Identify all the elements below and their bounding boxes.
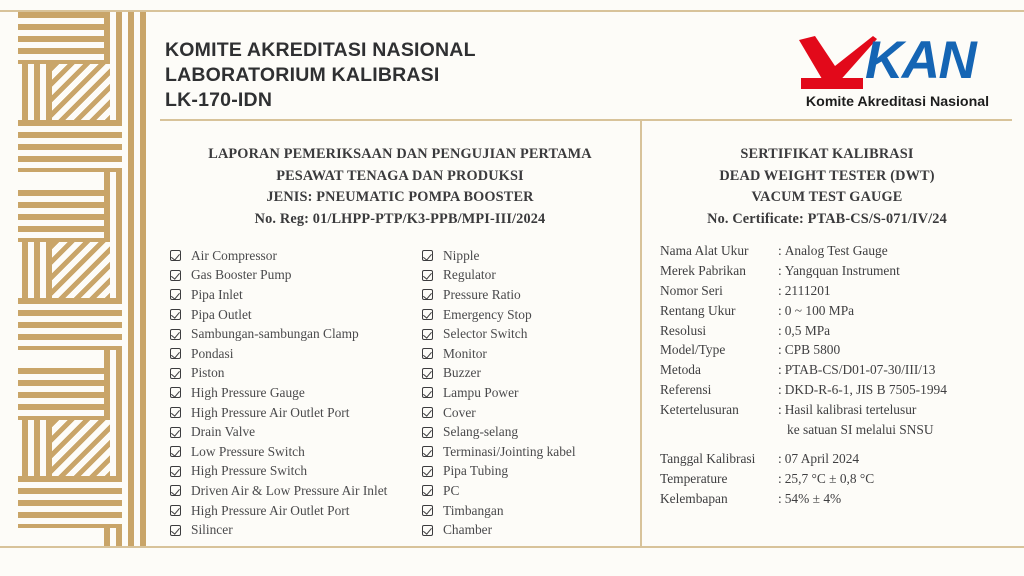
checkbox-checked-icon[interactable] [422, 348, 433, 359]
detail-label: Ketertelusuran [660, 402, 739, 418]
checklist-item-label: Piston [191, 365, 225, 381]
checklist-item[interactable] [170, 481, 422, 501]
checkbox-checked-icon[interactable] [170, 427, 181, 438]
checklist-item[interactable] [422, 422, 630, 442]
checklist-column-1 [160, 246, 422, 540]
checkbox-checked-icon[interactable] [170, 289, 181, 300]
detail-value: : 2111201 [778, 282, 831, 298]
detail-row-continuation [660, 422, 1012, 442]
checkbox-checked-icon[interactable] [422, 270, 433, 281]
detail-value: : DKD-R-6-1, JIS B 7505-1994 [778, 382, 947, 398]
detail-value: : Yangquan Instrument [778, 262, 900, 278]
checklist-item[interactable] [170, 246, 422, 266]
checklist-item[interactable] [422, 285, 630, 305]
checklist-item[interactable] [422, 266, 630, 286]
certificate-number: No. Certificate: PTAB-CS/S-071/IV/24 [707, 210, 947, 227]
certificate-title-line-1: SERTIFIKAT KALIBRASI [740, 146, 914, 162]
checkbox-checked-icon[interactable] [422, 407, 433, 418]
certificate-title-line-3: VACUM TEST GAUGE [751, 189, 903, 205]
checkbox-checked-icon[interactable] [170, 505, 181, 516]
checkbox-checked-icon[interactable] [422, 446, 433, 457]
detail-row [660, 402, 1012, 422]
border-pattern-tile [18, 12, 148, 190]
checkbox-checked-icon[interactable] [170, 446, 181, 457]
checklist-item-label: Sambungan-sambungan Clamp [191, 326, 359, 342]
checkbox-checked-icon[interactable] [170, 485, 181, 496]
report-title-line-3: JENIS: PNEUMATIC POMPA BOOSTER [266, 189, 534, 205]
calibration-certificate-panel [642, 121, 1012, 546]
checklist-column-2 [422, 246, 630, 540]
detail-label: Metoda [660, 362, 701, 378]
calibration-certificate-title [642, 121, 1012, 230]
checklist-item[interactable] [170, 364, 422, 384]
checkbox-checked-icon[interactable] [170, 270, 181, 281]
detail-row [660, 382, 1012, 402]
detail-row [660, 283, 1012, 303]
checklist-item[interactable] [170, 501, 422, 521]
checkbox-checked-icon[interactable] [170, 329, 181, 340]
checkbox-checked-icon[interactable] [422, 525, 433, 536]
bottom-border-rule [0, 546, 1024, 548]
checklist-item-label: Terminasi/Jointing kabel [443, 443, 576, 459]
detail-value: : PTAB-CS/D01-07-30/III/13 [778, 362, 936, 378]
checklist-item-label: Cover [443, 404, 476, 420]
logo-text: KAN [865, 31, 976, 90]
checklist-item-label: Emergency Stop [443, 306, 532, 322]
detail-value: : 25,7 °C ± 0,8 °C [778, 470, 875, 486]
checkbox-checked-icon[interactable] [170, 250, 181, 261]
checklist-item-label: High Pressure Switch [191, 463, 308, 479]
detail-value: : Hasil kalibrasi tertelusur [778, 402, 917, 418]
checkbox-checked-icon[interactable] [422, 368, 433, 379]
kan-logo [787, 31, 1002, 116]
checklist-item[interactable] [422, 403, 630, 423]
certificate-body [160, 121, 1012, 546]
detail-value: : 54% ± 4% [778, 490, 842, 506]
detail-label: Nama Alat Ukur [660, 243, 749, 258]
checkbox-checked-icon[interactable] [422, 427, 433, 438]
checkbox-checked-icon[interactable] [422, 387, 433, 398]
heading-line-3: LK-170-IDN [165, 89, 273, 111]
checkbox-checked-icon[interactable] [170, 525, 181, 536]
inspection-report-title [160, 121, 640, 230]
checklist-item-label: Regulator [443, 267, 496, 283]
report-title-line-2: PESAWAT TENAGA DAN PRODUKSI [276, 167, 524, 184]
detail-row [660, 471, 1012, 491]
checklist-item-label: Monitor [443, 345, 487, 361]
checklist-item[interactable] [170, 266, 422, 286]
checklist-item[interactable] [170, 422, 422, 442]
checkbox-checked-icon[interactable] [170, 407, 181, 418]
detail-label: Referensi [660, 382, 712, 398]
border-pattern-tile [18, 368, 148, 546]
checklist-item[interactable] [422, 501, 630, 521]
checklist-item[interactable] [170, 442, 422, 462]
checklist-item-label: Pondasi [191, 345, 234, 361]
report-title-line-1: LAPORAN PEMERIKSAAN DAN PENGUJIAN PERTAMA [208, 146, 592, 162]
detail-row [660, 323, 1012, 343]
checklist-item-label: Buzzer [443, 365, 481, 381]
detail-label: Temperature [660, 470, 728, 486]
checklist-item[interactable] [422, 246, 630, 266]
detail-value: : CPB 5800 [778, 342, 841, 358]
logo-subtitle: Komite Akreditasi Nasional [805, 94, 990, 110]
decorative-left-border [18, 12, 148, 546]
detail-row [660, 303, 1012, 323]
inspection-checklists [160, 246, 640, 540]
checklist-item[interactable] [422, 344, 630, 364]
detail-row [660, 243, 1012, 263]
certificate-header [160, 12, 1012, 118]
checklist-item[interactable] [170, 520, 422, 540]
checklist-item-label: Selang-selang [443, 424, 519, 440]
checklist-item[interactable] [422, 520, 630, 540]
detail-row [660, 362, 1012, 382]
checkbox-checked-icon[interactable] [422, 466, 433, 477]
checklist-item[interactable] [422, 383, 630, 403]
checklist-item[interactable] [422, 481, 630, 501]
checklist-item[interactable] [170, 383, 422, 403]
detail-label: Resolusi [660, 322, 707, 338]
checkbox-checked-icon[interactable] [422, 485, 433, 496]
detail-row [660, 263, 1012, 283]
checklist-item[interactable] [422, 324, 630, 344]
report-registration-number: No. Reg: 01/LHPP-PTP/K3-PPB/MPI-III/2024 [254, 210, 546, 227]
checklist-item[interactable] [170, 403, 422, 423]
checklist-item-label: High Pressure Air Outlet Port [191, 404, 350, 420]
checklist-item-label: High Pressure Gauge [191, 384, 305, 400]
detail-label: Kelembapan [660, 490, 728, 506]
checkbox-checked-icon[interactable] [422, 505, 433, 516]
logo-underline-bar [801, 78, 863, 89]
checklist-item[interactable] [170, 344, 422, 364]
checklist-item-label: Drain Valve [191, 424, 256, 440]
detail-row [660, 342, 1012, 362]
checklist-item-label: Silincer [191, 522, 233, 538]
checkbox-checked-icon[interactable] [422, 250, 433, 261]
checklist-item-label: Timbangan [443, 502, 504, 518]
checkbox-checked-icon[interactable] [422, 309, 433, 320]
checklist-item-label: PC [443, 482, 460, 498]
checklist-item[interactable] [422, 462, 630, 482]
heading-line-1: KOMITE AKREDITASI NASIONAL [165, 39, 476, 61]
checklist-item[interactable] [422, 305, 630, 325]
checklist-item[interactable] [422, 442, 630, 462]
certificate-content [160, 12, 1012, 546]
heading-line-2: LABORATORIUM KALIBRASI [165, 64, 440, 86]
checklist-item-label: Driven Air & Low Pressure Air Inlet [191, 482, 388, 498]
border-pattern-tile [18, 190, 148, 368]
checklist-item-label: Gas Booster Pump [191, 267, 292, 283]
logo-mark [787, 31, 1002, 92]
checklist-item-label: Pipa Inlet [191, 286, 243, 302]
checklist-item[interactable] [422, 364, 630, 384]
checkbox-checked-icon[interactable] [170, 466, 181, 477]
certificate-title-line-2: DEAD WEIGHT TESTER (DWT) [719, 167, 935, 184]
checklist-item[interactable] [170, 462, 422, 482]
checklist-item-label: Low Pressure Switch [191, 443, 305, 459]
detail-value: : 0 ~ 100 MPa [778, 302, 855, 318]
inspection-report-panel [160, 121, 640, 546]
checklist-item-label: Nipple [443, 247, 480, 263]
checklist-item[interactable] [170, 324, 422, 344]
checklist-item-label: Chamber [443, 522, 493, 538]
detail-value: : Analog Test Gauge [778, 243, 888, 258]
detail-value-continuation: ke satuan SI melalui SNSU [787, 422, 934, 438]
checkbox-checked-icon[interactable] [170, 309, 181, 320]
detail-row [660, 451, 1012, 471]
checkbox-checked-icon[interactable] [422, 289, 433, 300]
checkbox-checked-icon[interactable] [422, 329, 433, 340]
checklist-item-label: Air Compressor [191, 247, 277, 263]
checklist-item[interactable] [170, 305, 422, 325]
checklist-item-label: Pipa Tubing [443, 463, 509, 479]
checklist-item-label: High Pressure Air Outlet Port [191, 502, 350, 518]
checklist-item-label: Pressure Ratio [443, 286, 521, 302]
checklist-item-label: Lampu Power [443, 384, 519, 400]
detail-label: Model/Type [660, 342, 726, 358]
checklist-item-label: Selector Switch [443, 326, 528, 342]
checkbox-checked-icon[interactable] [170, 348, 181, 359]
checklist-item[interactable] [170, 285, 422, 305]
detail-value: : 07 April 2024 [778, 450, 860, 466]
instrument-details-table [642, 243, 1012, 511]
checklist-item-label: Pipa Outlet [191, 306, 252, 322]
checkbox-checked-icon[interactable] [170, 387, 181, 398]
detail-row [660, 491, 1012, 511]
detail-label: Rentang Ukur [660, 302, 736, 318]
detail-label: Tanggal Kalibrasi [660, 450, 756, 466]
detail-value: : 0,5 MPa [778, 322, 831, 338]
checkbox-checked-icon[interactable] [170, 368, 181, 379]
accreditation-heading [165, 38, 476, 113]
detail-label: Merek Pabrikan [660, 262, 746, 278]
detail-label: Nomor Seri [660, 282, 723, 298]
